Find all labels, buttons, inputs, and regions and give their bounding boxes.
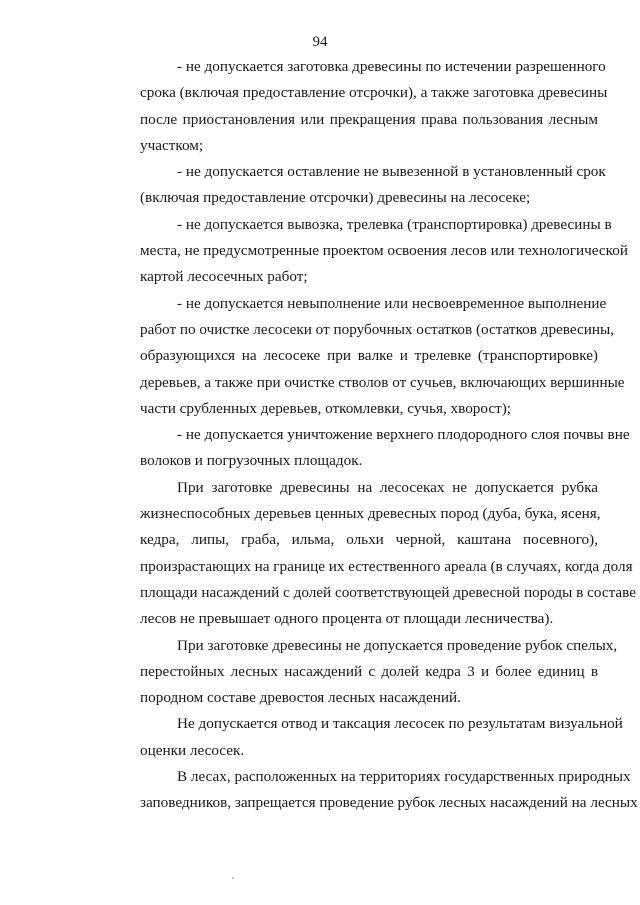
text-line: площади насаждений с долей соответствующей древесной породы в составе — [140, 583, 636, 601]
text-line: образующихся на лесосеке при валке и трелевке (транспортировке) — [140, 347, 598, 365]
paragraph-leftover-timber — [103, 159, 606, 212]
text-line: заповедников, запрещается проведение рубок лесных насаждений на лесных — [140, 794, 638, 812]
text-line: после приостановления или прекращения права пользования лесным — [140, 110, 598, 128]
scan-speck — [232, 877, 234, 879]
text-line: участком; — [140, 136, 204, 154]
paragraph-cleanup — [103, 291, 625, 422]
text-line: - не допускается заготовка древесины по истечении разрешенного — [177, 58, 606, 75]
text-line: - не допускается вывозка, трелевка (транспортировка) древесины в — [177, 215, 612, 233]
text-line: работ по очистке лесосеки от порубочных остатков (остатков древесины, — [140, 320, 614, 338]
text-line: При заготовке древесины не допускается проведение рубок спелых, — [177, 636, 618, 654]
text-line: картой лесосечных работ; — [140, 268, 308, 286]
page-number: 94 — [312, 34, 328, 50]
text-line: Не допускается отвод и таксация лесосек по результатам визуальной — [177, 715, 623, 733]
text-line: срока (включая предоставление отсрочки), а также заготовка древесины — [140, 84, 608, 102]
paragraph-cedar — [103, 633, 618, 712]
text-line: - не допускается невыполнение или несвоевременное выполнение — [177, 294, 607, 312]
text-line: В лесах, расположенных на территориях государственных природных — [177, 768, 631, 786]
text-line: жизнеспособных деревьев ценных древесных пород (дуба, бука, ясеня, — [140, 505, 601, 523]
text-line: - не допускается оставление не вывезенной в установленный срок — [177, 163, 606, 181]
text-line: кедра, липы, граба, ильма, ольхи черной, каштана посевного), — [140, 531, 598, 549]
text-line: При заготовке древесины на лесосеках не допускается рубка — [177, 478, 598, 496]
text-line: (включая предоставление отсрочки) древесины на лесосеке; — [140, 189, 531, 207]
text-line: лесов не превышает одного процента от площади лесничества). — [140, 610, 554, 628]
text-line: деревьев, а также при очистке стволов от сучьев, включающих вершинные — [140, 373, 625, 391]
text-line: произрастающих на границе их естественного ареала (в случаях, когда доля — [140, 557, 633, 575]
paragraph-visual-assessment — [103, 711, 623, 764]
text-line: части срубленных деревьев, откомлевки, сучья, хворост); — [140, 399, 512, 417]
text-line: оценки лесосек. — [140, 741, 245, 759]
text-line: места, не предусмотренные проектом освоения лесов или технологической — [140, 242, 628, 260]
paragraph-reserves — [103, 764, 638, 817]
paragraph-valuable-species — [103, 475, 636, 633]
document-body — [103, 54, 638, 817]
paragraph-topsoil — [103, 422, 630, 475]
paragraph-skidding — [103, 212, 628, 291]
text-line: волоков и погрузочных площадок. — [140, 452, 363, 470]
text-line: породном составе древостоя лесных насаждений. — [140, 689, 461, 707]
text-line: - не допускается уничтожение верхнего плодородного слоя почвы вне — [177, 426, 630, 444]
text-line: перестойных лесных насаждений с долей кедра 3 и более единиц в — [140, 662, 598, 680]
paragraph-harvesting-deadline — [103, 54, 608, 159]
